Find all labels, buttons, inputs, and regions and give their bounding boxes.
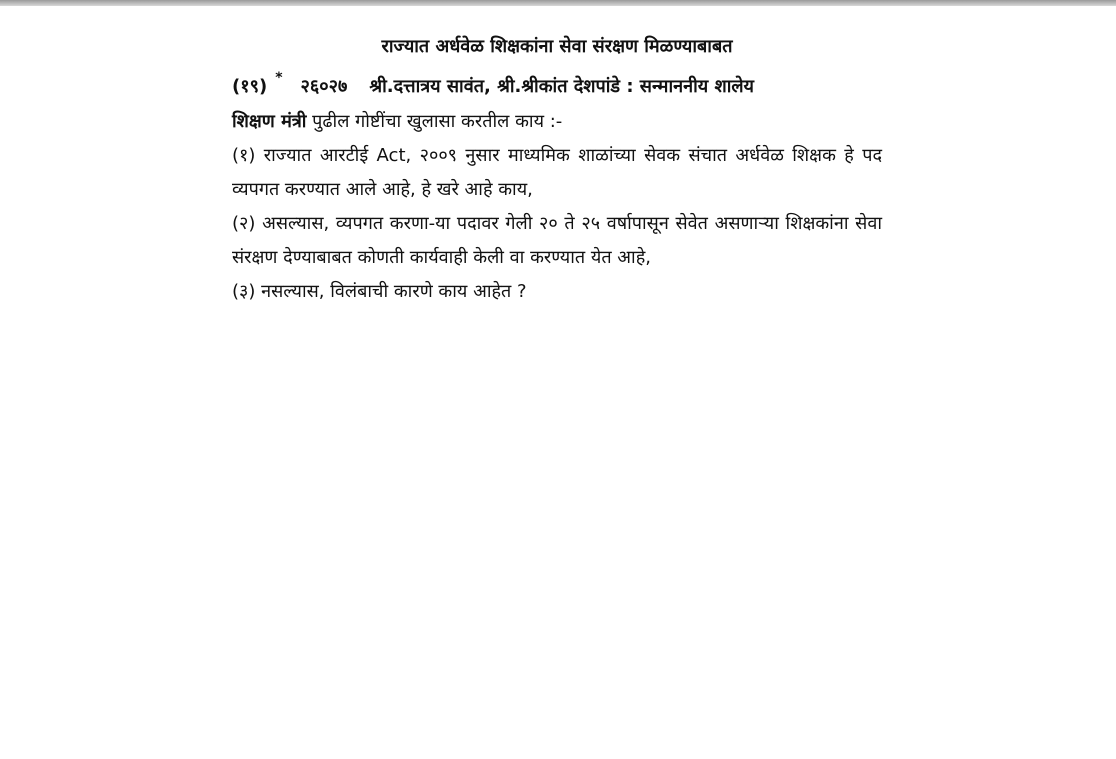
question-item-3: (३) नसल्यास, विलंबाची कारणे काय आहेत ? [232, 281, 527, 302]
document-title: राज्यात अर्धवेळ शिक्षकांना सेवा संरक्षण मिळण्याबाबत [381, 36, 733, 57]
starred-marker: * [275, 70, 283, 86]
question-serial: (१९) [232, 76, 268, 97]
minister-name: शिक्षण मंत्री [232, 111, 307, 132]
question-members: श्री.दत्तात्रय सावंत, श्री.श्रीकांत देशपांडे : सन्माननीय शालेय [369, 76, 754, 97]
document-page [232, 30, 882, 309]
question-item-1: (१) राज्यात आरटीई Act, २००९ नुसार माध्यमिक शाळांच्या सेवक संचात अर्धवेळ शिक्षक हे पद व्यपगत करण्यात आले आहे, हे खरे आहे काय, [232, 145, 882, 200]
question-intro-text: पुढील गोष्टींचा खुलासा करतील काय :- [306, 111, 563, 132]
question-intro [232, 70, 882, 139]
window-top-border [0, 0, 1116, 6]
question-number: २६०२७ [300, 76, 348, 97]
question-item-2: (२) असल्यास, व्यपगत करणा-या पदावर गेली २० ते २५ वर्षापासून सेवेत असणाऱ्या शिक्षकांना सेवा संरक्षण देण्याबाबत कोणती कार्यवाही केली वा करण्यात येत आहे, [232, 213, 882, 268]
